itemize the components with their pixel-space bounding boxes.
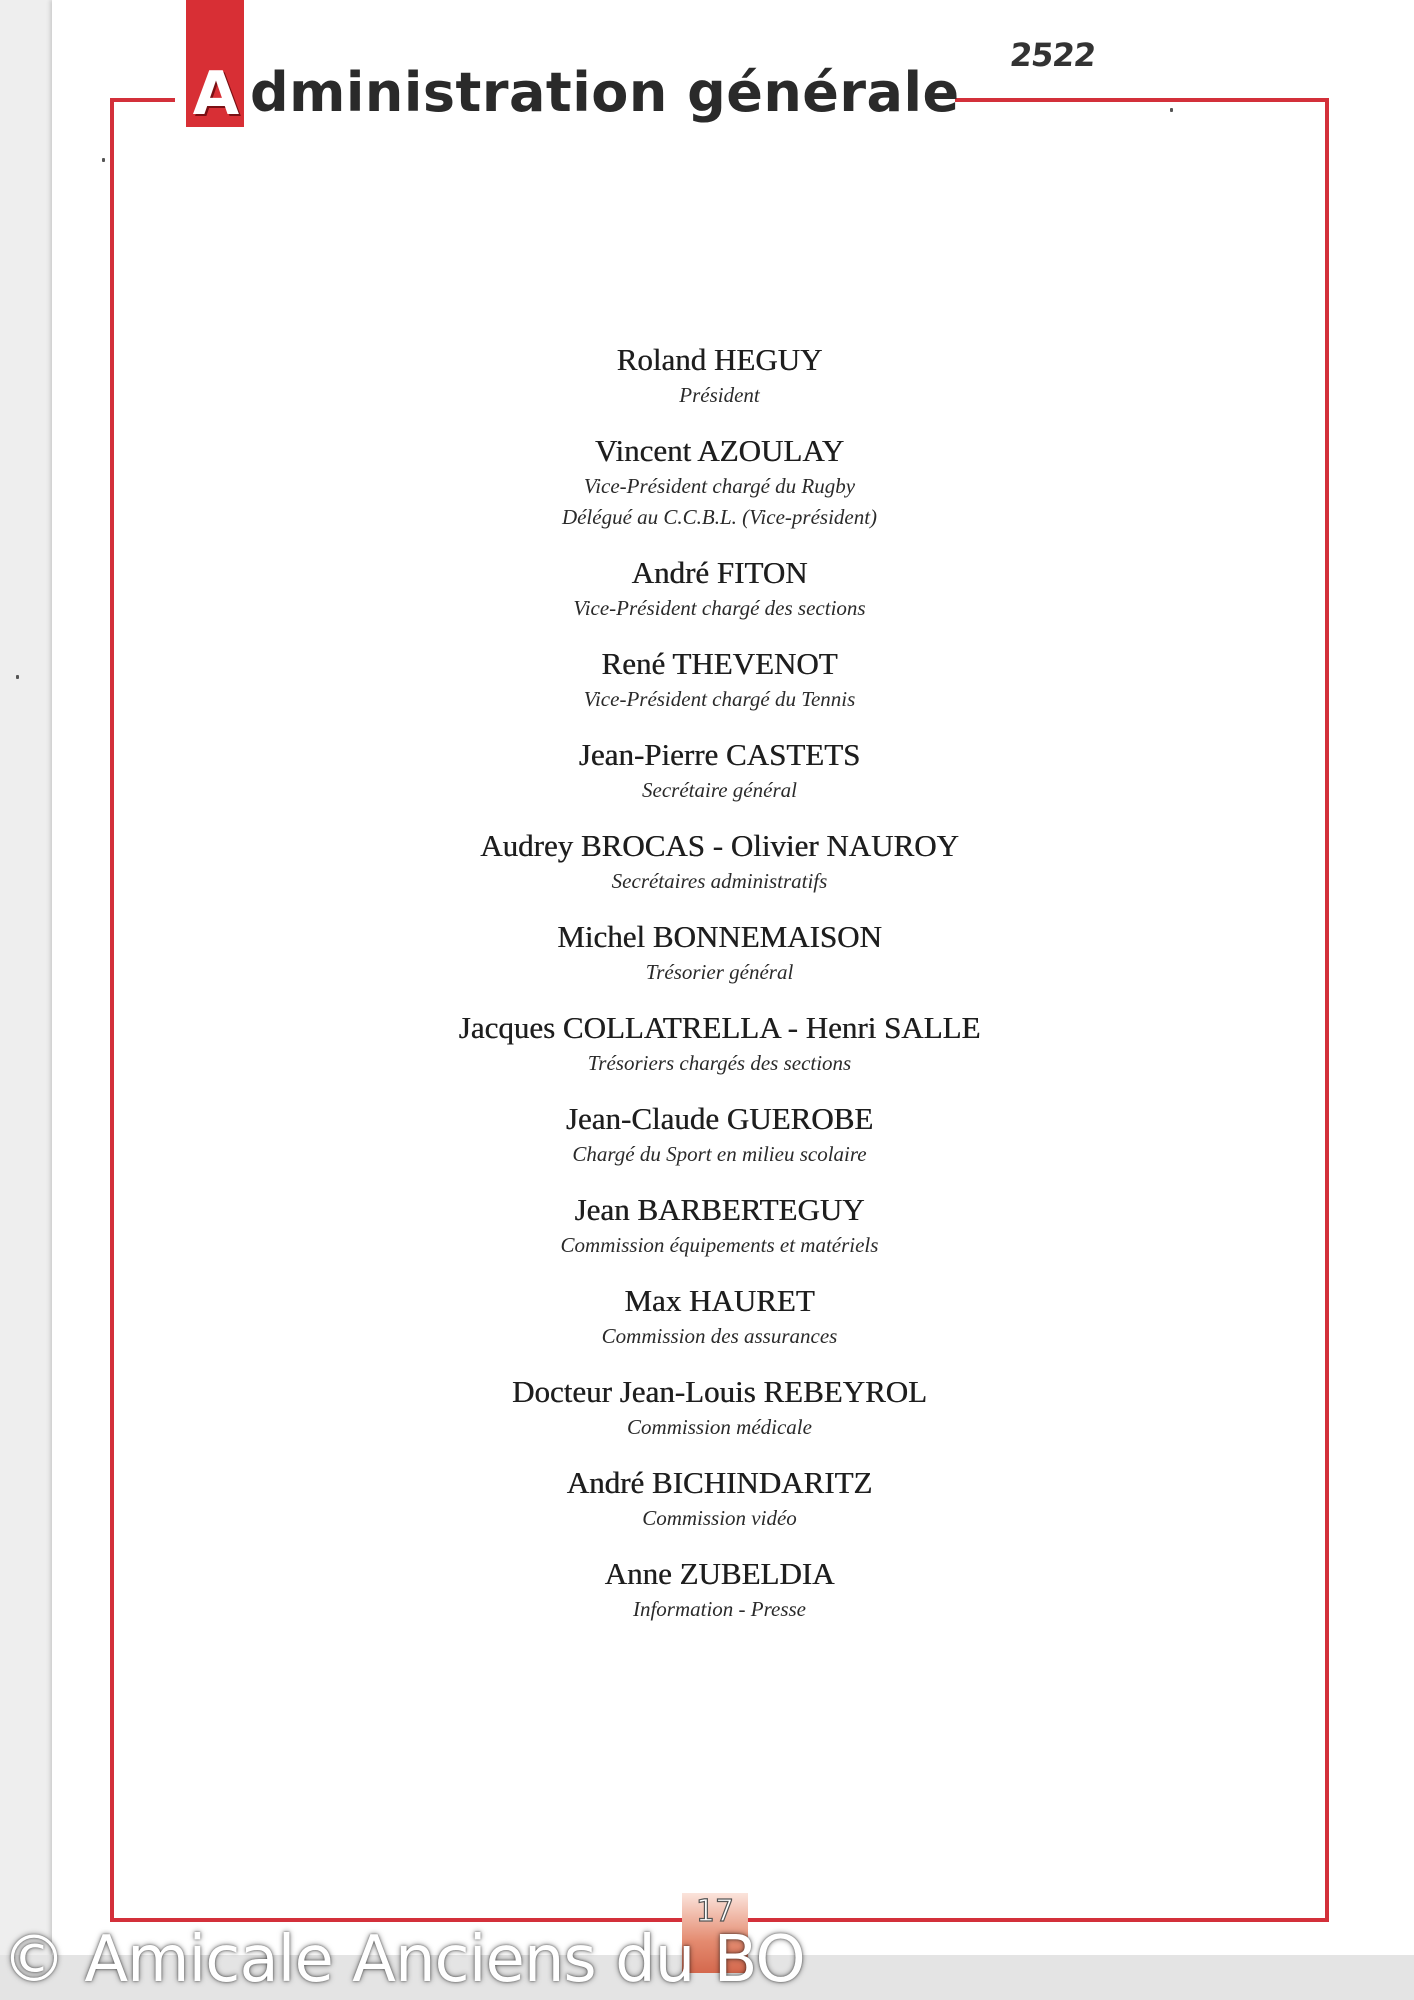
member-name: André BICHINDARITZ — [566, 1465, 873, 1500]
member-role: Vice-Président chargé du Tennis — [583, 687, 856, 711]
title-initial: A — [192, 59, 240, 129]
scan-speck — [16, 675, 19, 679]
member-role: Commission médicale — [627, 1415, 812, 1439]
member-entry — [110, 1008, 1329, 1079]
member-name: René THEVENOT — [601, 646, 838, 681]
member-role: Information - Presse — [632, 1597, 807, 1621]
member-role: Trésorier général — [645, 960, 794, 984]
member-role: Commission équipements et matériels — [560, 1233, 879, 1257]
member-entry — [110, 1554, 1329, 1625]
member-entry — [110, 1372, 1329, 1443]
member-role: Secrétaire général — [642, 778, 797, 802]
member-name: Docteur Jean-Louis REBEYROL — [512, 1374, 927, 1409]
member-role: Vice-Président chargé des sections — [573, 596, 866, 620]
scan-speck — [1170, 108, 1173, 112]
member-role: Commission vidéo — [642, 1506, 797, 1530]
member-name: Audrey BROCAS - Olivier NAUROY — [480, 828, 959, 863]
page-number: 17 — [695, 1894, 735, 1929]
member-role: Commission des assurances — [601, 1324, 838, 1348]
member-name: Jean-Pierre CASTETS — [578, 737, 861, 772]
member-name: Jean-Claude GUEROBE — [565, 1101, 874, 1136]
member-entry — [110, 1099, 1329, 1170]
board-member-list — [110, 340, 1329, 1645]
member-entry — [110, 644, 1329, 715]
member-entry — [110, 826, 1329, 897]
copyright-watermark: © Amicale Anciens du BO — [2, 1923, 805, 1997]
member-name: Jacques COLLATRELLA - Henri SALLE — [458, 1010, 981, 1045]
member-role: Président — [679, 383, 760, 407]
member-name: Vincent AZOULAY — [594, 433, 845, 468]
member-role: Délégué au C.C.B.L. (Vice-président) — [561, 505, 878, 529]
member-name: Max HAURET — [624, 1283, 815, 1318]
member-name: Roland HEGUY — [616, 342, 823, 377]
member-name: Jean BARBERTEGUY — [574, 1192, 865, 1227]
member-role: Secrétaires administratifs — [611, 869, 828, 893]
member-role: Trésoriers chargés des sections — [587, 1051, 852, 1075]
handwritten-number: 2522 — [1008, 36, 1098, 74]
page-title: dministration générale — [250, 61, 960, 124]
member-role: Vice-Président chargé du Rugby — [583, 474, 856, 498]
member-entry — [110, 553, 1329, 624]
scan-speck — [102, 158, 105, 162]
member-role: Chargé du Sport en milieu scolaire — [572, 1142, 867, 1166]
member-name: Anne ZUBELDIA — [604, 1556, 835, 1591]
member-name: André FITON — [631, 555, 808, 590]
member-entry — [110, 1281, 1329, 1352]
member-entry — [110, 1463, 1329, 1534]
member-entry — [110, 735, 1329, 806]
member-name: Michel BONNEMAISON — [557, 919, 882, 954]
member-entry — [110, 1190, 1329, 1261]
member-entry — [110, 431, 1329, 533]
member-entry — [110, 340, 1329, 411]
member-entry — [110, 917, 1329, 988]
